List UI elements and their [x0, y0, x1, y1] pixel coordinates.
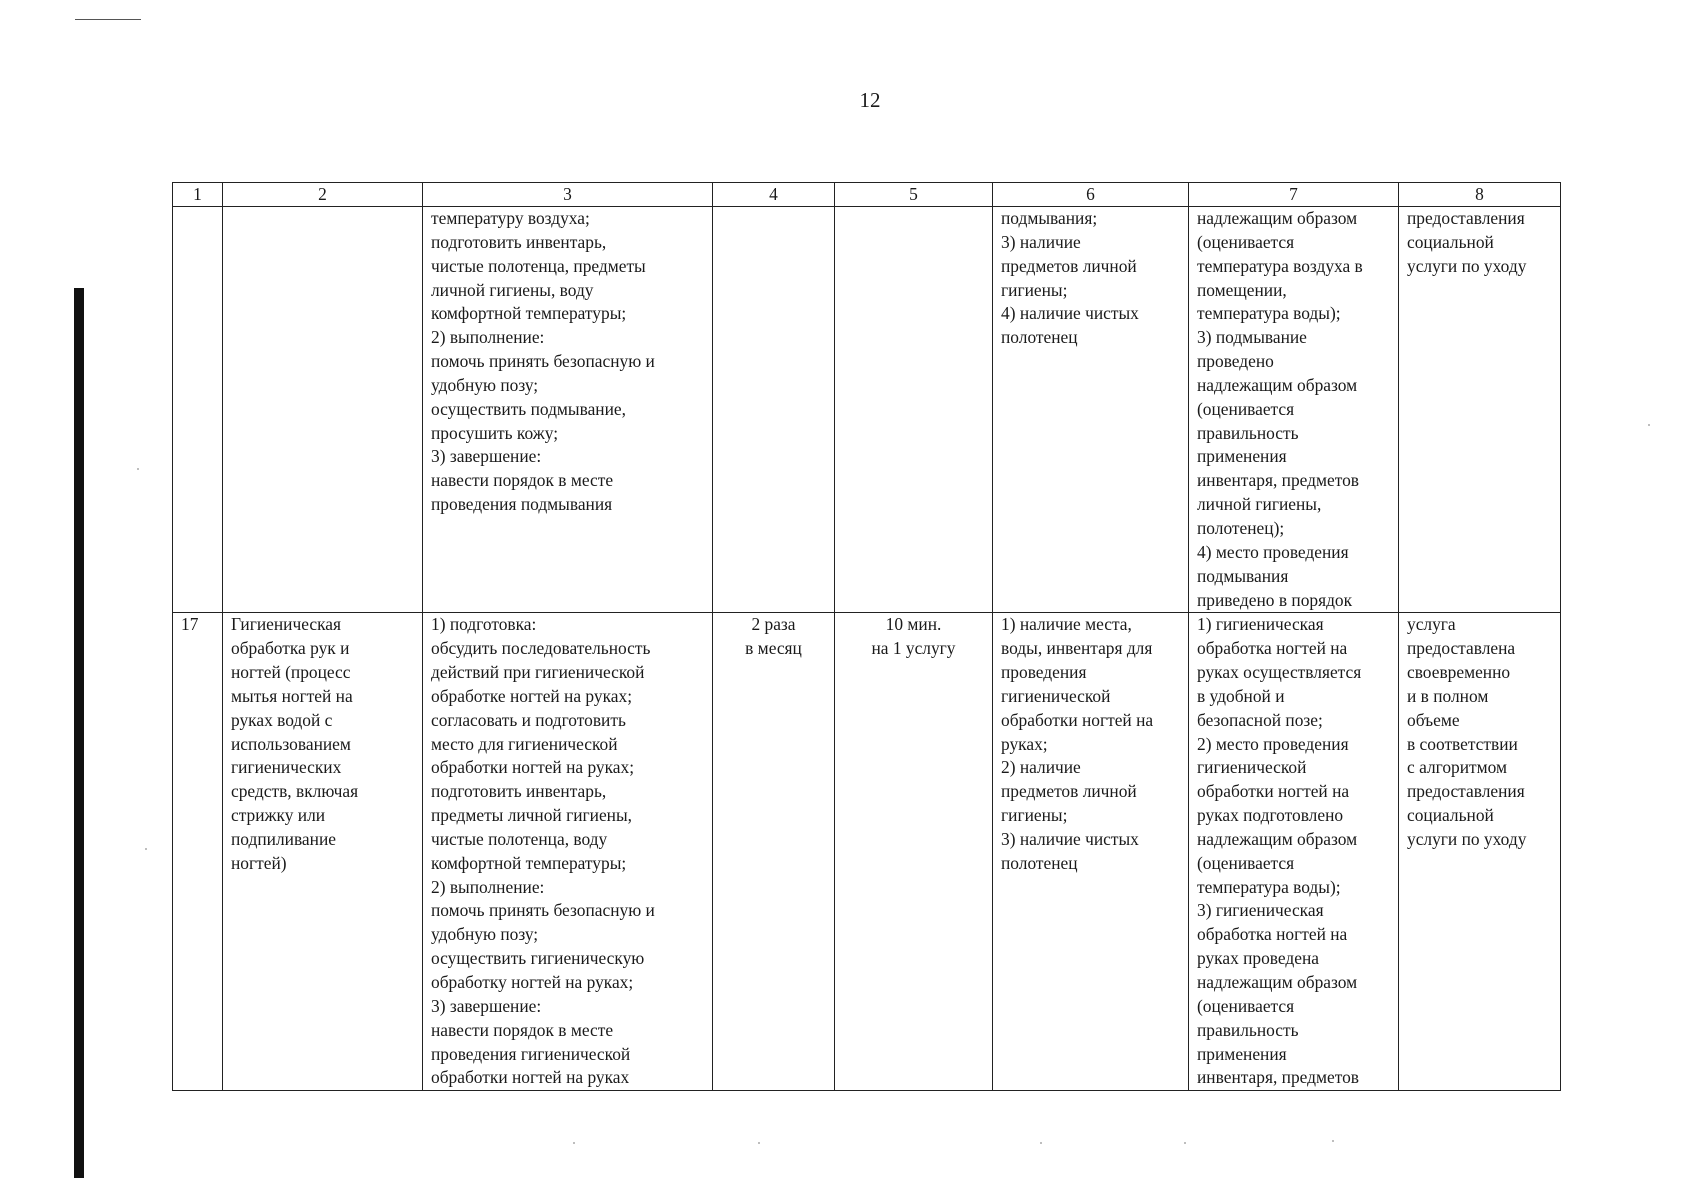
cell-description: температуру воздуха; подготовить инвентарь, чистые полотенца, предметы личной гигиены, воду комфортной температуры; 2) выполнение: помочь принять безопасную и удобную позу; осуществить подмывание, просушить кожу; 3) завершение: навести порядок в месте проведения подмывания: [423, 207, 713, 613]
table-row: [173, 207, 1561, 613]
header-col-5: 5: [835, 183, 993, 207]
scan-speck: [137, 468, 139, 470]
scan-speck: [1648, 424, 1650, 426]
cell-duration: 10 мин. на 1 услугу: [835, 613, 993, 1091]
header-col-8: 8: [1399, 183, 1561, 207]
cell-service-name: [223, 207, 423, 613]
page-number: 12: [859, 88, 881, 112]
cell-service-name: Гигиеническая обработка рук и ногтей (процесс мытья ногтей на руках водой с использованием гигиенических средств, включая стрижку или подпиливание ногтей): [223, 613, 423, 1091]
service-standards-table: [172, 182, 1561, 1091]
binding-edge: [74, 288, 84, 1178]
header-col-4: 4: [713, 183, 835, 207]
scan-speck: [145, 848, 147, 850]
header-row: [173, 183, 1561, 207]
scan-speck: [1040, 1142, 1042, 1144]
cell-conditions: 1) наличие места, воды, инвентаря для проведения гигиенической обработки ногтей на руках; 2) наличие предметов личной гигиены; 3) наличие чистых полотенец: [993, 613, 1189, 1091]
header-col-2: 2: [223, 183, 423, 207]
cell-frequency: 2 раза в месяц: [713, 613, 835, 1091]
cell-result: услуга предоставлена своевременно и в полном объеме в соответствии с алгоритмом предоставления социальной услуги по уходу: [1399, 613, 1561, 1091]
cell-conditions: подмывания; 3) наличие предметов личной гигиены; 4) наличие чистых полотенец: [993, 207, 1189, 613]
cell-quality-indicators: 1) гигиеническая обработка ногтей на руках осуществляется в удобной и безопасной позе; 2) место проведения гигиенической обработки ногтей на руках подготовлено надлежащим образом (оценивается температура воды); 3) гигиеническая обработка ногтей на руках проведена надлежащим образом (оценивается правильность применения инвентаря, предметов: [1189, 613, 1399, 1091]
header-col-1: 1: [173, 183, 223, 207]
scan-speck: [1332, 1140, 1334, 1142]
scan-speck: [758, 1142, 760, 1144]
cell-description: 1) подготовка: обсудить последовательность действий при гигиенической обработке ногтей на руках; согласовать и подготовить место для гигиенической обработки ногтей на руках; подготовить инвентарь, предметы личной гигиены, чистые полотенца, воду комфортной температуры; 2) выполнение: помочь принять безопасную и удобную позу; осуществить гигиеническую обработку ногтей на руках; 3) завершение: навести порядок в месте проведения гигиенической обработки ногтей на руках: [423, 613, 713, 1091]
cell-number: [173, 207, 223, 613]
cell-frequency: [713, 207, 835, 613]
header-col-3: 3: [423, 183, 713, 207]
cell-duration: [835, 207, 993, 613]
cell-result: предоставления социальной услуги по уходу: [1399, 207, 1561, 613]
top-rule: [75, 19, 141, 20]
cell-number: 17: [173, 613, 223, 1091]
cell-quality-indicators: надлежащим образом (оценивается температура воздуха в помещении, температура воды); 3) подмывание проведено надлежащим образом (оценивается правильность применения инвентаря, предметов личной гигиены, полотенец); 4) место проведения подмывания приведено в порядок: [1189, 207, 1399, 613]
table-row: [173, 613, 1561, 1091]
header-col-6: 6: [993, 183, 1189, 207]
header-col-7: 7: [1189, 183, 1399, 207]
scan-speck: [1184, 1142, 1186, 1144]
scan-speck: [573, 1142, 575, 1144]
